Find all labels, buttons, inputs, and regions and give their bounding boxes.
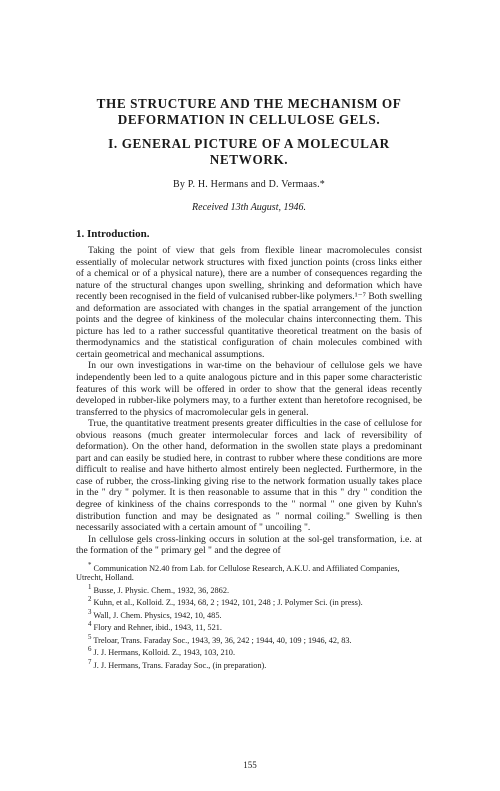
footnote-text: Kuhn, et al., Kolloid. Z., 1934, 68, 2 ; 1942, 101, 248 ; J. Polymer Sci. (in press). — [93, 598, 363, 608]
footnote — [76, 608, 422, 620]
footnote-text: Communication N2.40 from Lab. for Cellulose Research, A.K.U. and Affiliated Companies, Utrecht, Holland. — [76, 563, 400, 583]
footnote — [76, 595, 422, 607]
footnote-text: Treloar, Trans. Faraday Soc., 1943, 39, 36, 242 ; 1944, 40, 109 ; 1946, 42, 83. — [93, 635, 352, 645]
footnote — [76, 645, 422, 657]
footnote-mark: * — [88, 561, 92, 569]
paragraph: True, the quantitative treatment presents greater difficulties in the case of cellulose for obvious reasons (much greater intermolecular forces and lack of reversibility of deformation). On the other hand, deformation in the swollen state plays a predominant part and can easily be studied here, in contrast to rubber where these conditions are more difficult to realise and have hitherto almost entirely been neglected. Furthermore, in the case of rubber, the cross-linking giving rise to the network formation usually takes place in the " dry " polymer. It is then reasonable to assume that in this " dry " condition the degree of kinkiness of the chains corresponds to the " normal " one given by Kuhn's distribution function and may be designated as " normal coiling." Swelling is then necessarily associated with a certain amount of " uncoiling ". — [76, 418, 422, 534]
footnotes — [76, 561, 422, 670]
page-number: 155 — [243, 760, 257, 770]
footnote-mark: 5 — [88, 633, 92, 641]
footnote — [76, 620, 422, 632]
received-date: Received 13th August, 1946. — [192, 202, 306, 213]
footnote-text: J. J. Hermans, Trans. Faraday Soc., (in preparation). — [93, 660, 267, 670]
footnote-text: Wall, J. Chem. Physics, 1942, 10, 485. — [93, 610, 222, 620]
footnote-mark: 2 — [88, 596, 92, 604]
paragraph: In cellulose gels cross-linking occurs in solution at the sol-gel transformation, i.e. at the formation of the " primary gel " and the degree of — [76, 533, 422, 557]
footnote-text: Flory and Rehner, ibid., 1943, 11, 521. — [93, 623, 222, 633]
article-title: THE STRUCTURE AND THE MECHANISM OF DEFORMATION IN CELLULOSE GELS. — [96, 96, 402, 127]
footnote-mark: 6 — [88, 646, 92, 654]
section-heading: 1. Introduction. — [76, 228, 150, 240]
footnote-text: J. J. Hermans, Kolloid. Z., 1943, 103, 210. — [93, 648, 236, 658]
footnote — [76, 658, 422, 670]
body-text — [76, 245, 422, 557]
footnote — [76, 633, 422, 645]
author-line: By P. H. Hermans and D. Vermaas.* — [173, 179, 325, 190]
footnote — [76, 561, 422, 583]
footnote-mark: 3 — [88, 608, 92, 616]
footnote-mark: 7 — [88, 658, 92, 666]
footnote-mark: 1 — [88, 583, 92, 591]
footnote — [76, 583, 422, 595]
paragraph: In our own investigations in war-time on the behaviour of cellulose gels we have independently been led to a quite analogous picture and in this paper some characteristic features of this work will be offered in order to show that the general ideas recently developed in rubber-like polymers may, to a further extent than heretofore recognised, be transferred to the physics of macromolecular gels in general. — [76, 360, 422, 418]
paragraph: Taking the point of view that gels from flexible linear macromolecules consist essentially of molecular network structures with fixed junction points (cross links either of a chemical or of a physical nature), there are a number of consequences regarding the nature of the structural changes upon swelling, shrinking and deformation which have recently been recognised in the field of vulcanised rubber-like polymers.¹⁻⁷ Both swelling and deformation are associated with changes in the spatial arrangement of the junction points and the degree of kinkiness of the molecular chains interconnecting them. This picture has led to a rather successful quantitative theoretical treatment on the basis of thermodynamics and the statistical configuration of chain molecules combined with certain geometrical and mechanical assumptions. — [76, 245, 422, 360]
footnote-mark: 4 — [88, 621, 92, 629]
article-subtitle: I. GENERAL PICTURE OF A MOLECULAR NETWORK. — [108, 136, 390, 167]
footnote-text: Busse, J. Physic. Chem., 1932, 36, 2862. — [93, 585, 230, 595]
